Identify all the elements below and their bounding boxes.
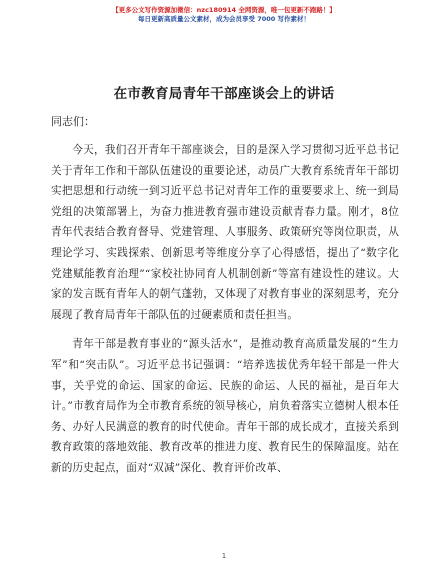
paragraph: 今天，我们召开青年干部座谈会，目的是深入学习贯彻习近平总书记关于青年工作和干部队伍建设的重要论述，动员广大教育系统青年干部切实把思想和行动统一到习近平总书记对青年工作的重要要求上、统一到局党组的决策部署上，为奋力推进教育强市建设贡献青春力量。刚才，8位青年代表结合教育督导、党建管理、人事服务、政策研究等岗位职责，从理论学习、实践探索、创新思考等维度分享了心得感悟，提出了“数字化党建赋能教育治理”“家校社协同育人机制创新”等富有建设性的建议。大家的发言既有青年人的朝气蓬勃，又体现了对教育事业的深刻思考，充分展现了教育局青年干部队伍的过硬素质和责任担当。	[51, 144, 399, 321]
greeting: 同志们：	[51, 115, 95, 128]
promo-banner	[0, 6, 448, 24]
document-title: 在市教育局青年干部座谈会上的讲话	[113, 86, 335, 102]
promo-line-2: 每日更新高质量公文素材，成为会员享受 7000 写作素材！	[137, 15, 311, 23]
document-body	[51, 140, 399, 488]
paragraph: 青年干部是教育事业的“源头活水”，是推动教育高质量发展的“生力军”和“突击队”。习近平总书记强调：“培养选拔优秀年轻干部是一件大事，关乎党的命运、国家的命运、民族的命运、人民的福祉，是百年大计。”市教育局作为全市教育系统的领导核心，肩负着落实立德树人根本任务、办好人民满意的教育的时代使命。青年干部的成长成才，直接关系到教育政策的落地效能、教育改革的推进力度、教育民生的保障温度。站在新的历史起点，面对“双减”深化、教育评价改革、	[51, 338, 399, 474]
page-number: 1	[221, 552, 227, 560]
promo-line-1: 【更多公文写作资源加微信：nzc180914 全网资源，唯一包更新不跑路！】	[112, 6, 336, 14]
